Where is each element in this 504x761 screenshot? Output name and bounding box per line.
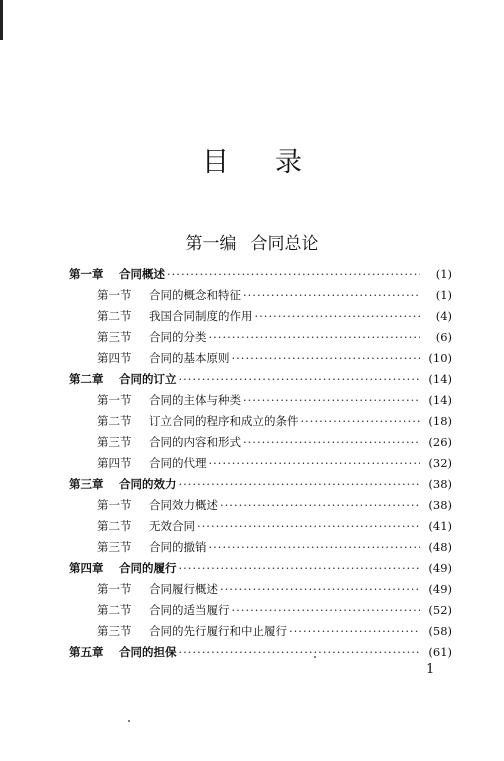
toc-chapter-entry <box>69 560 452 581</box>
toc-section-entry <box>69 623 452 644</box>
toc-section-entry <box>69 350 452 371</box>
entry-title: 合同概述 <box>119 267 165 281</box>
entry-title: 合同的分类 <box>149 330 207 344</box>
entry-title: 合同的适当履行 <box>149 603 230 617</box>
page-number: 1 <box>426 662 435 677</box>
entry-number: 第一节 <box>97 288 132 302</box>
entry-page: (38) <box>428 477 452 491</box>
entry-title: 合同的先行履行和中止履行 <box>149 624 287 638</box>
entry-number: 第四节 <box>97 351 132 365</box>
entry-page: (14) <box>428 393 452 407</box>
dot-leader <box>179 372 421 386</box>
toc-list <box>69 266 452 665</box>
entry-title: 合同的概念和特征 <box>149 288 241 302</box>
scan-speck <box>314 656 316 658</box>
dot-leader <box>243 288 420 302</box>
dot-leader <box>232 603 421 617</box>
dot-leader <box>243 435 420 449</box>
toc-section-entry <box>69 308 452 329</box>
entry-number: 第二章 <box>69 372 104 386</box>
part-number: 第一编 <box>185 234 237 254</box>
entry-number: 第一节 <box>97 582 132 596</box>
toc-chapter-entry <box>69 644 452 665</box>
entry-number: 第二节 <box>97 414 132 428</box>
entry-number: 第一节 <box>97 393 132 407</box>
entry-title: 合同的主体与种类 <box>149 393 241 407</box>
dot-leader <box>179 645 421 659</box>
toc-section-entry <box>69 413 452 434</box>
entry-number: 第一节 <box>97 498 132 512</box>
toc-chapter-entry <box>69 266 452 287</box>
entry-page: (52) <box>428 603 452 617</box>
entry-page: (26) <box>428 435 452 449</box>
part-name: 合同总论 <box>250 234 319 254</box>
entry-number: 第二节 <box>97 309 132 323</box>
entry-page: (6) <box>435 330 452 344</box>
entry-number: 第二节 <box>97 603 132 617</box>
entry-title: 合同的基本原则 <box>149 351 230 365</box>
entry-page: (49) <box>428 561 452 575</box>
dot-leader <box>220 498 420 512</box>
dot-leader <box>179 561 421 575</box>
entry-title: 订立合同的程序和成立的条件 <box>149 414 299 428</box>
toc-section-entry <box>69 602 452 623</box>
entry-number: 第三章 <box>69 477 104 491</box>
entry-title: 合同的代理 <box>149 456 207 470</box>
dot-leader <box>209 456 421 470</box>
dot-leader <box>243 393 420 407</box>
dot-leader <box>197 519 420 533</box>
dot-leader <box>301 414 421 428</box>
entry-title: 合同的担保 <box>119 645 177 659</box>
entry-title: 合同的内容和形式 <box>149 435 241 449</box>
entry-page: (49) <box>428 582 452 596</box>
toc-section-entry <box>69 287 452 308</box>
entry-page: (1) <box>435 267 452 281</box>
entry-page: (4) <box>435 309 452 323</box>
entry-title: 合同效力概述 <box>149 498 218 512</box>
dot-leader <box>289 624 420 638</box>
toc-section-entry <box>69 497 452 518</box>
toc-section-entry <box>69 455 452 476</box>
dot-leader <box>209 540 421 554</box>
toc-section-entry <box>69 329 452 350</box>
entry-page: (10) <box>428 351 452 365</box>
entry-number: 第一章 <box>69 267 104 281</box>
dot-leader <box>167 267 420 281</box>
entry-page: (18) <box>428 414 452 428</box>
entry-page: (48) <box>428 540 452 554</box>
entry-title: 无效合同 <box>149 519 195 533</box>
toc-section-entry <box>69 392 452 413</box>
entry-number: 第二节 <box>97 519 132 533</box>
entry-page: (32) <box>428 456 452 470</box>
entry-title: 合同履行概述 <box>149 582 218 596</box>
entry-page: (61) <box>428 645 452 659</box>
scan-speck <box>128 720 130 722</box>
entry-number: 第四章 <box>69 561 104 575</box>
toc-chapter-entry <box>69 371 452 392</box>
entry-title: 合同的订立 <box>119 372 177 386</box>
entry-number: 第三节 <box>97 330 132 344</box>
dot-leader <box>220 582 420 596</box>
entry-page: (58) <box>428 624 452 638</box>
entry-page: (41) <box>428 519 452 533</box>
dot-leader <box>255 309 421 323</box>
entry-title: 合同的效力 <box>119 477 177 491</box>
scan-edge-mark <box>0 0 3 40</box>
entry-title: 合同的撤销 <box>149 540 207 554</box>
toc-title: 目录 <box>202 147 348 178</box>
entry-number: 第五章 <box>69 645 104 659</box>
dot-leader <box>179 477 421 491</box>
toc-section-entry <box>69 434 452 455</box>
entry-number: 第三节 <box>97 624 132 638</box>
entry-page: (1) <box>435 288 452 302</box>
part-title <box>0 229 504 254</box>
toc-section-entry <box>69 518 452 539</box>
toc-chapter-entry <box>69 476 452 497</box>
dot-leader <box>209 330 421 344</box>
entry-title: 我国合同制度的作用 <box>149 309 253 323</box>
entry-number: 第三节 <box>97 540 132 554</box>
entry-number: 第三节 <box>97 435 132 449</box>
toc-section-entry <box>69 539 452 560</box>
dot-leader <box>232 351 421 365</box>
entry-page: (14) <box>428 372 452 386</box>
entry-page: (38) <box>428 498 452 512</box>
entry-number: 第四节 <box>97 456 132 470</box>
toc-section-entry <box>69 581 452 602</box>
entry-title: 合同的履行 <box>119 561 177 575</box>
